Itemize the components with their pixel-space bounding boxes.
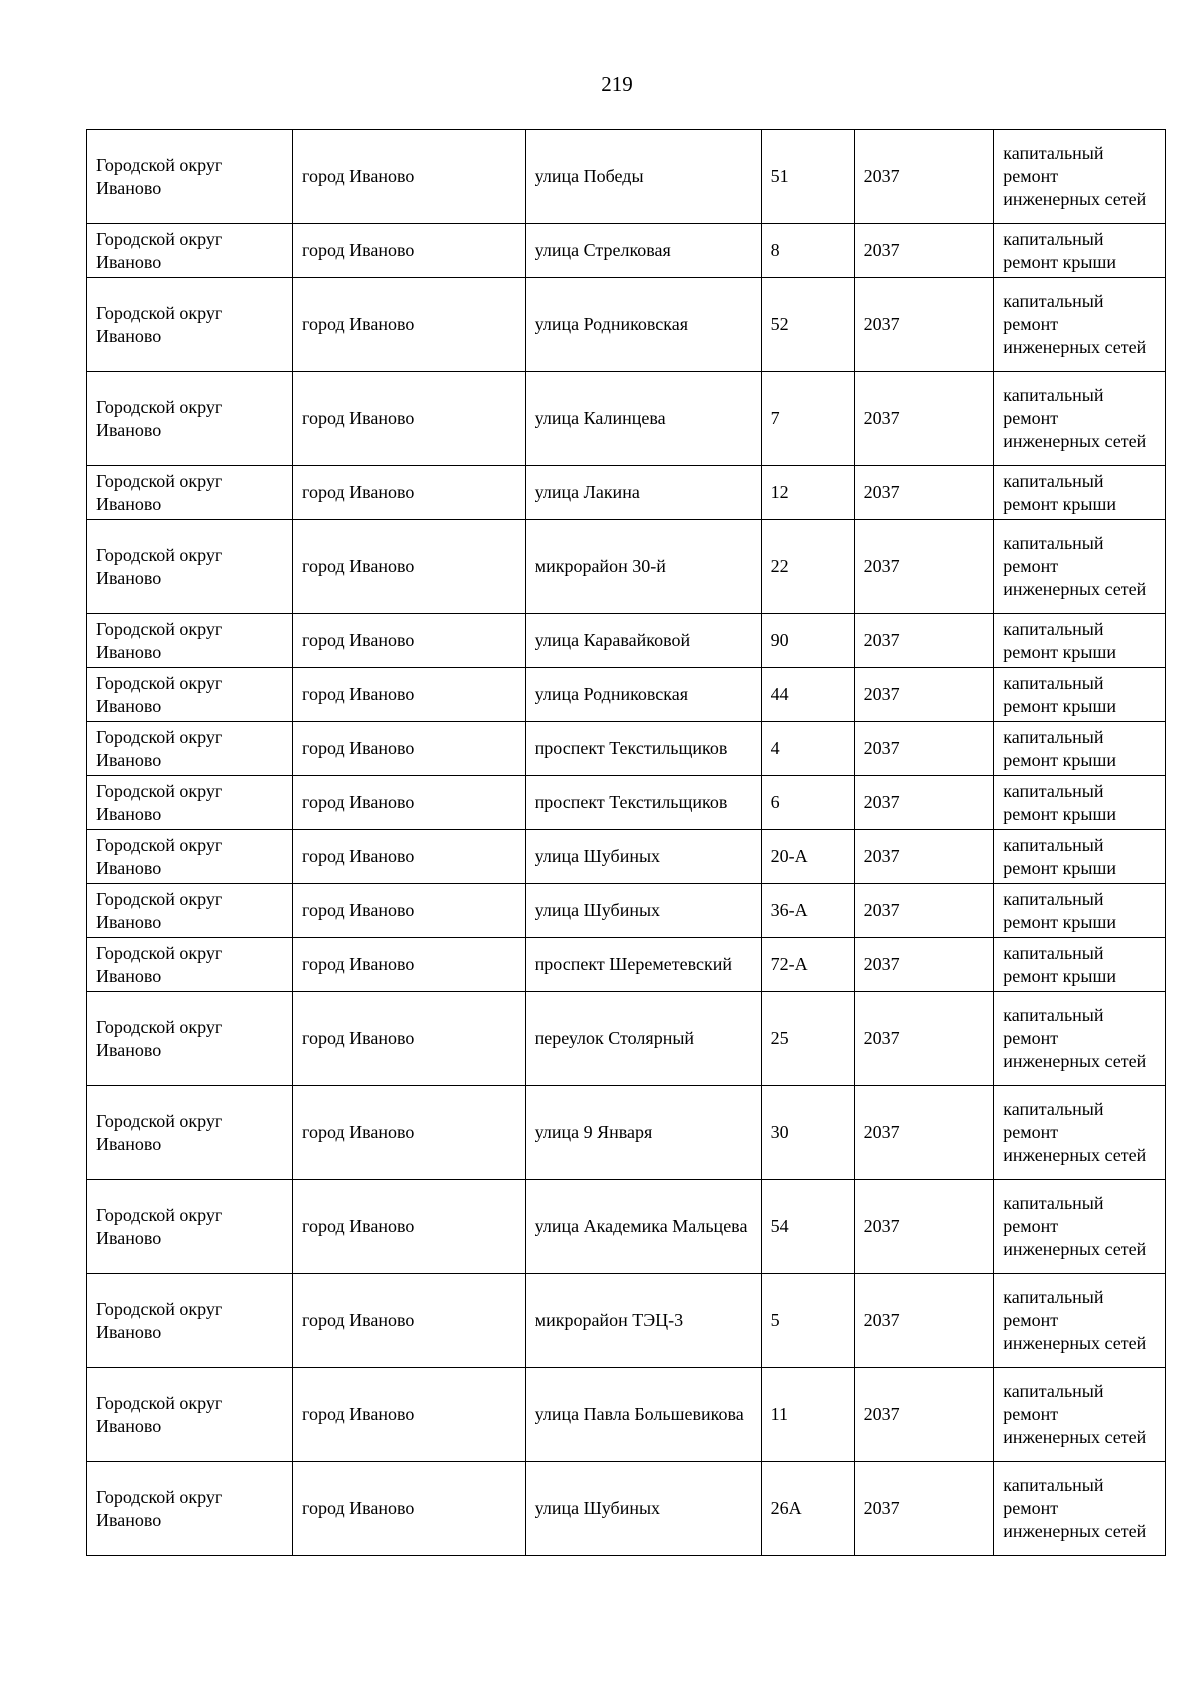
- year-cell: 2037: [854, 830, 994, 884]
- district-cell: Городской округ Иваново: [87, 520, 293, 614]
- city-cell: город Иваново: [293, 130, 526, 224]
- table-row: [87, 1180, 1166, 1274]
- work-type-cell: капитальный ремонт инженерных сетей: [994, 520, 1166, 614]
- house-number-cell: 8: [761, 224, 854, 278]
- city-cell: город Иваново: [293, 1462, 526, 1556]
- city-cell: город Иваново: [293, 722, 526, 776]
- table-row: [87, 466, 1166, 520]
- street-cell: улица Родниковская: [525, 668, 761, 722]
- table-row: [87, 520, 1166, 614]
- district-cell: Городской округ Иваново: [87, 884, 293, 938]
- house-number-cell: 90: [761, 614, 854, 668]
- district-cell: Городской округ Иваново: [87, 224, 293, 278]
- house-number-cell: 51: [761, 130, 854, 224]
- street-cell: улица Шубиных: [525, 830, 761, 884]
- city-cell: город Иваново: [293, 614, 526, 668]
- year-cell: 2037: [854, 520, 994, 614]
- table-row: [87, 722, 1166, 776]
- district-cell: Городской округ Иваново: [87, 1368, 293, 1462]
- house-number-cell: 4: [761, 722, 854, 776]
- year-cell: 2037: [854, 224, 994, 278]
- table-row: [87, 130, 1166, 224]
- house-number-cell: 44: [761, 668, 854, 722]
- city-cell: город Иваново: [293, 1086, 526, 1180]
- work-type-cell: капитальный ремонт крыши: [994, 830, 1166, 884]
- table-row: [87, 668, 1166, 722]
- work-type-cell: капитальный ремонт крыши: [994, 722, 1166, 776]
- work-type-cell: капитальный ремонт крыши: [994, 614, 1166, 668]
- street-cell: переулок Столярный: [525, 992, 761, 1086]
- repair-schedule-table: [86, 129, 1166, 1556]
- work-type-cell: капитальный ремонт крыши: [994, 224, 1166, 278]
- district-cell: Городской округ Иваново: [87, 614, 293, 668]
- year-cell: 2037: [854, 1274, 994, 1368]
- work-type-cell: капитальный ремонт инженерных сетей: [994, 372, 1166, 466]
- city-cell: город Иваново: [293, 372, 526, 466]
- page-number: 219: [601, 72, 633, 96]
- street-cell: улица Стрелковая: [525, 224, 761, 278]
- work-type-cell: капитальный ремонт инженерных сетей: [994, 130, 1166, 224]
- city-cell: город Иваново: [293, 1368, 526, 1462]
- work-type-cell: капитальный ремонт инженерных сетей: [994, 1462, 1166, 1556]
- house-number-cell: 30: [761, 1086, 854, 1180]
- table-row: [87, 1368, 1166, 1462]
- street-cell: проспект Текстильщиков: [525, 776, 761, 830]
- street-cell: улица Павла Большевикова: [525, 1368, 761, 1462]
- table-row: [87, 224, 1166, 278]
- table-row: [87, 614, 1166, 668]
- street-cell: улица Шубиных: [525, 1462, 761, 1556]
- work-type-cell: капитальный ремонт крыши: [994, 466, 1166, 520]
- year-cell: 2037: [854, 614, 994, 668]
- house-number-cell: 7: [761, 372, 854, 466]
- work-type-cell: капитальный ремонт инженерных сетей: [994, 1180, 1166, 1274]
- city-cell: город Иваново: [293, 520, 526, 614]
- house-number-cell: 54: [761, 1180, 854, 1274]
- house-number-cell: 36-А: [761, 884, 854, 938]
- street-cell: улица Калинцева: [525, 372, 761, 466]
- year-cell: 2037: [854, 1086, 994, 1180]
- city-cell: город Иваново: [293, 884, 526, 938]
- street-cell: улица 9 Января: [525, 1086, 761, 1180]
- house-number-cell: 52: [761, 278, 854, 372]
- district-cell: Городской округ Иваново: [87, 278, 293, 372]
- house-number-cell: 20-А: [761, 830, 854, 884]
- house-number-cell: 12: [761, 466, 854, 520]
- district-cell: Городской округ Иваново: [87, 130, 293, 224]
- district-cell: Городской округ Иваново: [87, 1462, 293, 1556]
- year-cell: 2037: [854, 668, 994, 722]
- house-number-cell: 6: [761, 776, 854, 830]
- city-cell: город Иваново: [293, 224, 526, 278]
- house-number-cell: 72-А: [761, 938, 854, 992]
- work-type-cell: капитальный ремонт крыши: [994, 884, 1166, 938]
- work-type-cell: капитальный ремонт крыши: [994, 938, 1166, 992]
- city-cell: город Иваново: [293, 938, 526, 992]
- street-cell: проспект Текстильщиков: [525, 722, 761, 776]
- district-cell: Городской округ Иваново: [87, 466, 293, 520]
- work-type-cell: капитальный ремонт инженерных сетей: [994, 992, 1166, 1086]
- table-row: [87, 1462, 1166, 1556]
- year-cell: 2037: [854, 938, 994, 992]
- street-cell: улица Академика Мальцева: [525, 1180, 761, 1274]
- district-cell: Городской округ Иваново: [87, 776, 293, 830]
- street-cell: улица Лакина: [525, 466, 761, 520]
- city-cell: город Иваново: [293, 776, 526, 830]
- year-cell: 2037: [854, 372, 994, 466]
- year-cell: 2037: [854, 992, 994, 1086]
- work-type-cell: капитальный ремонт инженерных сетей: [994, 278, 1166, 372]
- table-row: [87, 278, 1166, 372]
- city-cell: город Иваново: [293, 278, 526, 372]
- year-cell: 2037: [854, 1180, 994, 1274]
- house-number-cell: 26А: [761, 1462, 854, 1556]
- street-cell: улица Победы: [525, 130, 761, 224]
- house-number-cell: 25: [761, 992, 854, 1086]
- street-cell: микрорайон ТЭЦ-3: [525, 1274, 761, 1368]
- work-type-cell: капитальный ремонт инженерных сетей: [994, 1274, 1166, 1368]
- district-cell: Городской округ Иваново: [87, 372, 293, 466]
- house-number-cell: 5: [761, 1274, 854, 1368]
- house-number-cell: 11: [761, 1368, 854, 1462]
- city-cell: город Иваново: [293, 830, 526, 884]
- street-cell: улица Шубиных: [525, 884, 761, 938]
- street-cell: улица Родниковская: [525, 278, 761, 372]
- year-cell: 2037: [854, 776, 994, 830]
- street-cell: микрорайон 30-й: [525, 520, 761, 614]
- street-cell: улица Каравайковой: [525, 614, 761, 668]
- table-row: [87, 1086, 1166, 1180]
- district-cell: Городской округ Иваново: [87, 992, 293, 1086]
- district-cell: Городской округ Иваново: [87, 668, 293, 722]
- year-cell: 2037: [854, 130, 994, 224]
- city-cell: город Иваново: [293, 1180, 526, 1274]
- house-number-cell: 22: [761, 520, 854, 614]
- year-cell: 2037: [854, 278, 994, 372]
- table-row: [87, 938, 1166, 992]
- work-type-cell: капитальный ремонт инженерных сетей: [994, 1368, 1166, 1462]
- city-cell: город Иваново: [293, 1274, 526, 1368]
- table-body: [87, 130, 1166, 1556]
- table-row: [87, 992, 1166, 1086]
- table-row: [87, 884, 1166, 938]
- year-cell: 2037: [854, 722, 994, 776]
- district-cell: Городской округ Иваново: [87, 1086, 293, 1180]
- table-row: [87, 1274, 1166, 1368]
- work-type-cell: капитальный ремонт крыши: [994, 776, 1166, 830]
- year-cell: 2037: [854, 1368, 994, 1462]
- year-cell: 2037: [854, 1462, 994, 1556]
- district-cell: Городской округ Иваново: [87, 1274, 293, 1368]
- city-cell: город Иваново: [293, 466, 526, 520]
- table-row: [87, 830, 1166, 884]
- year-cell: 2037: [854, 466, 994, 520]
- city-cell: город Иваново: [293, 992, 526, 1086]
- district-cell: Городской округ Иваново: [87, 722, 293, 776]
- work-type-cell: капитальный ремонт крыши: [994, 668, 1166, 722]
- table-row: [87, 372, 1166, 466]
- year-cell: 2037: [854, 884, 994, 938]
- work-type-cell: капитальный ремонт инженерных сетей: [994, 1086, 1166, 1180]
- district-cell: Городской округ Иваново: [87, 830, 293, 884]
- district-cell: Городской округ Иваново: [87, 1180, 293, 1274]
- city-cell: город Иваново: [293, 668, 526, 722]
- district-cell: Городской округ Иваново: [87, 938, 293, 992]
- street-cell: проспект Шереметевский: [525, 938, 761, 992]
- table-row: [87, 776, 1166, 830]
